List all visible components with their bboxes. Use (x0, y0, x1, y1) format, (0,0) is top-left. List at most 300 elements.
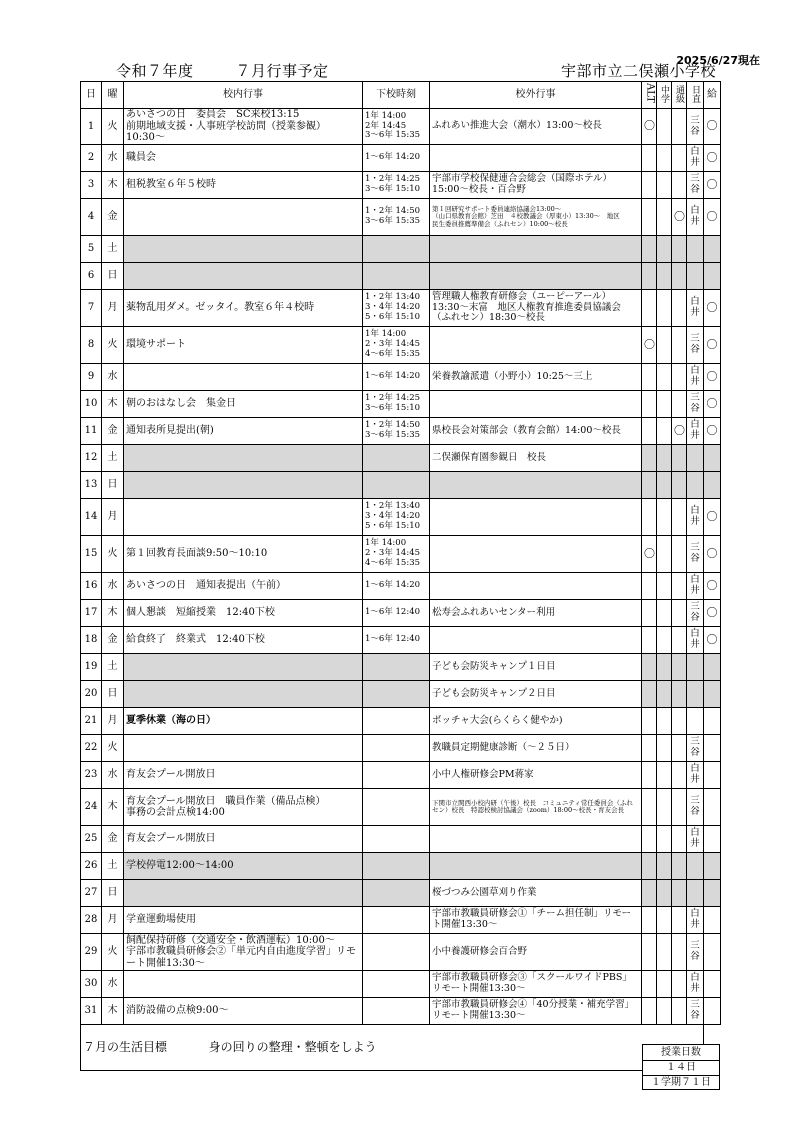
day-cell: 5 (81, 236, 102, 263)
chu-cell (657, 573, 672, 600)
weekday-cell: 火 (102, 536, 124, 573)
day-cell: 31 (81, 998, 102, 1025)
in-school-cell: 薬物乱用ダメ。ゼッタイ。教室６年４校時 (124, 290, 363, 327)
out-school-cell: 宇部市教職員研修会③「スクールワイドPBS」リモート開催13:30〜 (430, 971, 642, 998)
in-school-cell: 第１回教育長面談9:50〜10:10 (124, 536, 363, 573)
duty-cell: 三 谷 (687, 600, 704, 627)
kyu-cell: 〇 (704, 600, 721, 627)
weekday-cell: 月 (102, 290, 124, 327)
weekday-cell: 木 (102, 600, 124, 627)
table-row (81, 600, 721, 627)
in-school-cell: 学童運動場使用 (124, 907, 363, 934)
fiscal-year: 令和７年度 (116, 62, 194, 80)
table-row (81, 364, 721, 391)
weekday-cell: 水 (102, 762, 124, 789)
days-label: 授業日数 (643, 1045, 719, 1061)
alt-cell (642, 735, 657, 762)
chu-cell (657, 708, 672, 735)
duty-cell: 三 谷 (687, 998, 704, 1025)
weekday-cell: 水 (102, 364, 124, 391)
weekday-cell: 水 (102, 573, 124, 600)
alt-cell (642, 145, 657, 172)
duty-cell: 白 井 (687, 364, 704, 391)
kyu-cell: 〇 (704, 573, 721, 600)
tsu-cell (672, 880, 687, 907)
in-school-cell: あいさつの日 通知表提出（午前） (124, 573, 363, 600)
duty-cell (687, 853, 704, 880)
tsu-cell: 〇 (672, 199, 687, 236)
out-school-cell (430, 536, 642, 573)
dismissal-cell (363, 880, 430, 907)
table-row (81, 880, 721, 907)
duty-cell: 白 井 (687, 418, 704, 445)
alt-cell (642, 789, 657, 826)
dismissal-cell (363, 708, 430, 735)
kyu-cell (704, 826, 721, 853)
table-row (81, 236, 721, 263)
out-school-cell: 子ども会防災キャンプ２日目 (430, 681, 642, 708)
duty-cell: 三 谷 (687, 934, 704, 971)
table-row (81, 853, 721, 880)
weekday-cell: 土 (102, 654, 124, 681)
weekday-cell: 土 (102, 445, 124, 472)
day-cell: 12 (81, 445, 102, 472)
dismissal-cell: 1・2年 13:40 3・4年 14:20 5・6年 15:10 (363, 499, 430, 536)
kyu-cell (704, 472, 721, 499)
dismissal-cell (363, 907, 430, 934)
col-chu (657, 82, 672, 109)
weekday-cell: 月 (102, 708, 124, 735)
in-school-cell (124, 681, 363, 708)
tsu-cell (672, 971, 687, 998)
table-row (81, 998, 721, 1025)
col-nichi-label: 日直 (690, 84, 700, 103)
table-row (81, 934, 721, 971)
day-cell: 14 (81, 499, 102, 536)
in-school-cell: 育友会プール開放日 職員作業（備品点検） 事務の会計点検14:00 (124, 789, 363, 826)
chu-cell (657, 735, 672, 762)
chu-cell (657, 290, 672, 327)
chu-cell (657, 853, 672, 880)
day-cell: 1 (81, 109, 102, 145)
dismissal-cell (363, 762, 430, 789)
chu-cell (657, 880, 672, 907)
day-cell: 22 (81, 735, 102, 762)
alt-cell (642, 934, 657, 971)
out-school-cell (430, 826, 642, 853)
duty-cell (687, 263, 704, 290)
in-school-cell (124, 263, 363, 290)
kyu-cell (704, 236, 721, 263)
table-row (81, 708, 721, 735)
weekday-cell: 金 (102, 627, 124, 654)
alt-cell (642, 971, 657, 998)
in-school-cell (124, 880, 363, 907)
tsu-cell (672, 735, 687, 762)
kyu-cell: 〇 (704, 199, 721, 236)
dismissal-cell (363, 971, 430, 998)
tsu-cell (672, 536, 687, 573)
col-tsu-label: 通級 (674, 84, 684, 103)
kyu-cell (704, 907, 721, 934)
out-school-cell (430, 236, 642, 263)
duty-cell: 白 井 (687, 573, 704, 600)
duty-cell (687, 654, 704, 681)
life-goal (81, 1025, 704, 1071)
chu-cell (657, 418, 672, 445)
dismissal-cell (363, 472, 430, 499)
kyu-cell (704, 853, 721, 880)
kyu-cell: 〇 (704, 536, 721, 573)
tsu-cell (672, 826, 687, 853)
table-row (81, 789, 721, 826)
kyu-cell: 〇 (704, 391, 721, 418)
day-cell: 30 (81, 971, 102, 998)
day-cell: 16 (81, 573, 102, 600)
out-school-cell (430, 573, 642, 600)
kyu-cell (704, 735, 721, 762)
day-cell: 15 (81, 536, 102, 573)
kyu-cell (704, 654, 721, 681)
table-row (81, 199, 721, 236)
weekday-cell: 金 (102, 826, 124, 853)
footer-row (81, 1025, 721, 1071)
day-cell: 9 (81, 364, 102, 391)
dismissal-cell (363, 998, 430, 1025)
out-school-cell: 桜づつみ公園草刈り作業 (430, 880, 642, 907)
alt-cell (642, 391, 657, 418)
weekday-cell: 木 (102, 998, 124, 1025)
in-school-cell (124, 654, 363, 681)
tsu-cell (672, 681, 687, 708)
in-school-cell: 学校停電12:00〜14:00 (124, 853, 363, 880)
chu-cell (657, 472, 672, 499)
duty-cell: 三 谷 (687, 327, 704, 364)
kyu-cell: 〇 (704, 327, 721, 364)
day-cell: 3 (81, 172, 102, 199)
duty-cell: 白 井 (687, 762, 704, 789)
col-in-school: 校内行事 (124, 82, 363, 109)
in-school-cell: 育友会プール開放日 (124, 762, 363, 789)
kyu-cell (704, 681, 721, 708)
chu-cell (657, 789, 672, 826)
in-school-cell: 職員会 (124, 145, 363, 172)
chu-cell (657, 199, 672, 236)
tsu-cell: 〇 (672, 418, 687, 445)
tsu-cell (672, 708, 687, 735)
duty-cell: 白 井 (687, 907, 704, 934)
weekday-cell: 日 (102, 681, 124, 708)
out-school-cell (430, 853, 642, 880)
table-row (81, 573, 721, 600)
alt-cell (642, 573, 657, 600)
tsu-cell (672, 499, 687, 536)
tsu-cell (672, 445, 687, 472)
col-weekday: 曜 (102, 82, 124, 109)
out-school-cell: 宇部市教職員研修会①「チーム担任制」リモート開催13:30〜 (430, 907, 642, 934)
chu-cell (657, 600, 672, 627)
dismissal-cell: 1〜6年 14:20 (363, 145, 430, 172)
tsu-cell (672, 627, 687, 654)
table-row (81, 145, 721, 172)
duty-cell: 三 谷 (687, 109, 704, 145)
col-chu-label: 中学 (659, 84, 669, 103)
dismissal-cell: 1〜6年 14:20 (363, 364, 430, 391)
kyu-cell (704, 762, 721, 789)
alt-cell (642, 826, 657, 853)
alt-cell: 〇 (642, 327, 657, 364)
in-school-cell: 個人懇談 短縮授業 12:40下校 (124, 600, 363, 627)
weekday-cell: 火 (102, 735, 124, 762)
duty-cell (687, 445, 704, 472)
weekday-cell: 月 (102, 499, 124, 536)
weekday-cell: 火 (102, 109, 124, 145)
duty-cell (687, 472, 704, 499)
dismissal-cell (363, 236, 430, 263)
kyu-cell (704, 708, 721, 735)
weekday-cell: 日 (102, 263, 124, 290)
tsu-cell (672, 472, 687, 499)
kyu-cell: 〇 (704, 109, 721, 145)
alt-cell (642, 681, 657, 708)
col-dismissal: 下校時刻 (363, 82, 430, 109)
col-tsu (672, 82, 687, 109)
tsu-cell (672, 290, 687, 327)
alt-cell (642, 418, 657, 445)
goal-text: 身の回りの整理・整頓をしよう (208, 1039, 377, 1054)
duty-cell: 白 井 (687, 199, 704, 236)
table-row (81, 681, 721, 708)
page-title (116, 60, 371, 81)
tsu-cell (672, 907, 687, 934)
chu-cell (657, 145, 672, 172)
out-school-cell: 宇部市教職員研修会④「40分授業・補充学習」リモート開催13:30〜 (430, 998, 642, 1025)
alt-cell (642, 654, 657, 681)
table-row (81, 445, 721, 472)
day-cell: 27 (81, 880, 102, 907)
in-school-cell (124, 971, 363, 998)
chu-cell (657, 654, 672, 681)
weekday-cell: 日 (102, 472, 124, 499)
table-row (81, 391, 721, 418)
duty-cell (687, 880, 704, 907)
chu-cell (657, 762, 672, 789)
weekday-cell: 土 (102, 236, 124, 263)
dismissal-cell (363, 735, 430, 762)
day-cell: 13 (81, 472, 102, 499)
table-row (81, 971, 721, 998)
out-school-cell (430, 327, 642, 364)
day-cell: 20 (81, 681, 102, 708)
school-days-box (642, 1044, 720, 1090)
table-row (81, 472, 721, 499)
kyu-cell (704, 445, 721, 472)
dismissal-cell: 1年 14:00 2年 14:45 3〜6年 15:35 (363, 109, 430, 145)
out-school-cell (430, 145, 642, 172)
tsu-cell (672, 145, 687, 172)
dismissal-cell: 1・2年 14:25 3〜6年 15:10 (363, 172, 430, 199)
weekday-cell: 木 (102, 172, 124, 199)
day-cell: 26 (81, 853, 102, 880)
out-school-cell (430, 391, 642, 418)
school-name: 宇部市立二俣瀬小学校 (560, 62, 716, 80)
weekday-cell: 水 (102, 971, 124, 998)
day-cell: 21 (81, 708, 102, 735)
alt-cell (642, 853, 657, 880)
day-cell: 28 (81, 907, 102, 934)
alt-cell (642, 627, 657, 654)
day-cell: 10 (81, 391, 102, 418)
in-school-cell: 飼配保持研修（交通安全・飲酒運転）10:00〜 宇部市教職員研修会②「単元内自由進度学習」リモート開催13:30〜 (124, 934, 363, 971)
out-school-cell: 下関市立関西小校内研（午後）校長 コミュニティ常任委員会（ふれセン）校長 特認校検討協議会（zoom）18:00〜校長・育友会長 (430, 789, 642, 826)
alt-cell: 〇 (642, 536, 657, 573)
in-school-cell (124, 499, 363, 536)
dismissal-cell (363, 789, 430, 826)
tsu-cell (672, 600, 687, 627)
tsu-cell (672, 263, 687, 290)
alt-cell (642, 199, 657, 236)
day-cell: 25 (81, 826, 102, 853)
schedule-table (80, 81, 721, 1071)
out-school-cell (430, 627, 642, 654)
in-school-cell (124, 445, 363, 472)
weekday-cell: 金 (102, 199, 124, 236)
table-row (81, 536, 721, 573)
dismissal-cell: 1・2年 14:25 3〜6年 15:10 (363, 391, 430, 418)
duty-cell: 白 井 (687, 627, 704, 654)
kyu-cell (704, 934, 721, 971)
duty-cell (687, 236, 704, 263)
chu-cell (657, 627, 672, 654)
in-school-cell (124, 199, 363, 236)
chu-cell (657, 236, 672, 263)
table-row (81, 735, 721, 762)
out-school-cell: ボッチャ大会(らくらく健やか) (430, 708, 642, 735)
chu-cell (657, 934, 672, 971)
table-row (81, 109, 721, 145)
duty-cell: 白 井 (687, 826, 704, 853)
alt-cell (642, 907, 657, 934)
kyu-cell: 〇 (704, 499, 721, 536)
tsu-cell (672, 236, 687, 263)
duty-cell (687, 708, 704, 735)
table-row (81, 762, 721, 789)
chu-cell (657, 536, 672, 573)
kyu-cell (704, 263, 721, 290)
dismissal-cell (363, 826, 430, 853)
weekday-cell: 金 (102, 418, 124, 445)
goal-label: ７月の生活目標 (83, 1039, 168, 1054)
dismissal-cell (363, 445, 430, 472)
in-school-cell: 通知表所見提出(朝) (124, 418, 363, 445)
day-cell: 23 (81, 762, 102, 789)
tsu-cell (672, 172, 687, 199)
chu-cell (657, 445, 672, 472)
out-school-cell: ふれあい推進大会（潮水）13:00〜校長 (430, 109, 642, 145)
tsu-cell (672, 364, 687, 391)
in-school-cell (124, 364, 363, 391)
day-cell: 17 (81, 600, 102, 627)
day-cell: 24 (81, 789, 102, 826)
weekday-cell: 日 (102, 880, 124, 907)
tsu-cell (672, 853, 687, 880)
chu-cell (657, 327, 672, 364)
chu-cell (657, 364, 672, 391)
tsu-cell (672, 762, 687, 789)
table-row (81, 290, 721, 327)
duty-cell: 白 井 (687, 971, 704, 998)
day-cell: 6 (81, 263, 102, 290)
col-alt-label: ALT (644, 83, 656, 104)
days-term: １学期７１日 (643, 1075, 719, 1090)
table-row (81, 263, 721, 290)
alt-cell (642, 263, 657, 290)
header-row (81, 82, 721, 109)
duty-cell: 白 井 (687, 499, 704, 536)
chu-cell (657, 998, 672, 1025)
out-school-cell: 小中人権研修会PM蒋家 (430, 762, 642, 789)
duty-cell (687, 681, 704, 708)
day-cell: 18 (81, 627, 102, 654)
alt-cell (642, 499, 657, 536)
dismissal-cell: 1年 14:00 2・3年 14:45 4〜6年 15:35 (363, 327, 430, 364)
out-school-cell: 教職員定期健康診断（〜２５日） (430, 735, 642, 762)
dismissal-cell: 1・2年 14:50 3〜6年 15:35 (363, 199, 430, 236)
day-cell: 29 (81, 934, 102, 971)
alt-cell: 〇 (642, 109, 657, 145)
alt-cell (642, 880, 657, 907)
out-school-cell: 県校長会対策部会（教育会館）14:00〜校長 (430, 418, 642, 445)
table-row (81, 907, 721, 934)
col-day: 日 (81, 82, 102, 109)
dismissal-cell: 1〜6年 12:40 (363, 627, 430, 654)
tsu-cell (672, 998, 687, 1025)
dismissal-cell: 1〜6年 14:20 (363, 573, 430, 600)
out-school-cell: 松寿会ふれあいセンター利用 (430, 600, 642, 627)
tsu-cell (672, 934, 687, 971)
chu-cell (657, 172, 672, 199)
dismissal-cell (363, 853, 430, 880)
duty-cell: 三 谷 (687, 789, 704, 826)
out-school-cell: 第１回研究サポート委員連絡協議会13:00〜 （山口県教育会館）芝田 ４校教議会（厚東小）13:30〜 地区 民生委員推薦準備会（ふれセン）10:00〜校長 (430, 199, 642, 236)
dismissal-cell (363, 934, 430, 971)
in-school-cell (124, 236, 363, 263)
weekday-cell: 火 (102, 934, 124, 971)
chu-cell (657, 971, 672, 998)
out-school-cell: 子ども会防災キャンプ１日目 (430, 654, 642, 681)
dismissal-cell (363, 654, 430, 681)
in-school-cell: あいさつの日 委員会 SC来校13:15 前期地域支援・人事班学校訪問（授業参観）10:30〜 (124, 109, 363, 145)
col-out-school: 校外行事 (430, 82, 642, 109)
tsu-cell (672, 327, 687, 364)
day-cell: 4 (81, 199, 102, 236)
chu-cell (657, 907, 672, 934)
dismissal-cell: 1年 14:00 2・3年 14:45 4〜6年 15:35 (363, 536, 430, 573)
tsu-cell (672, 391, 687, 418)
tsu-cell (672, 109, 687, 145)
table-row (81, 499, 721, 536)
in-school-cell (124, 472, 363, 499)
duty-cell: 三 谷 (687, 391, 704, 418)
table-row (81, 327, 721, 364)
alt-cell (642, 290, 657, 327)
weekday-cell: 水 (102, 145, 124, 172)
table-row (81, 627, 721, 654)
duty-cell: 三 谷 (687, 172, 704, 199)
in-school-cell: 夏季休業（海の日） (124, 708, 363, 735)
chu-cell (657, 391, 672, 418)
in-school-cell: 育友会プール開放日 (124, 826, 363, 853)
